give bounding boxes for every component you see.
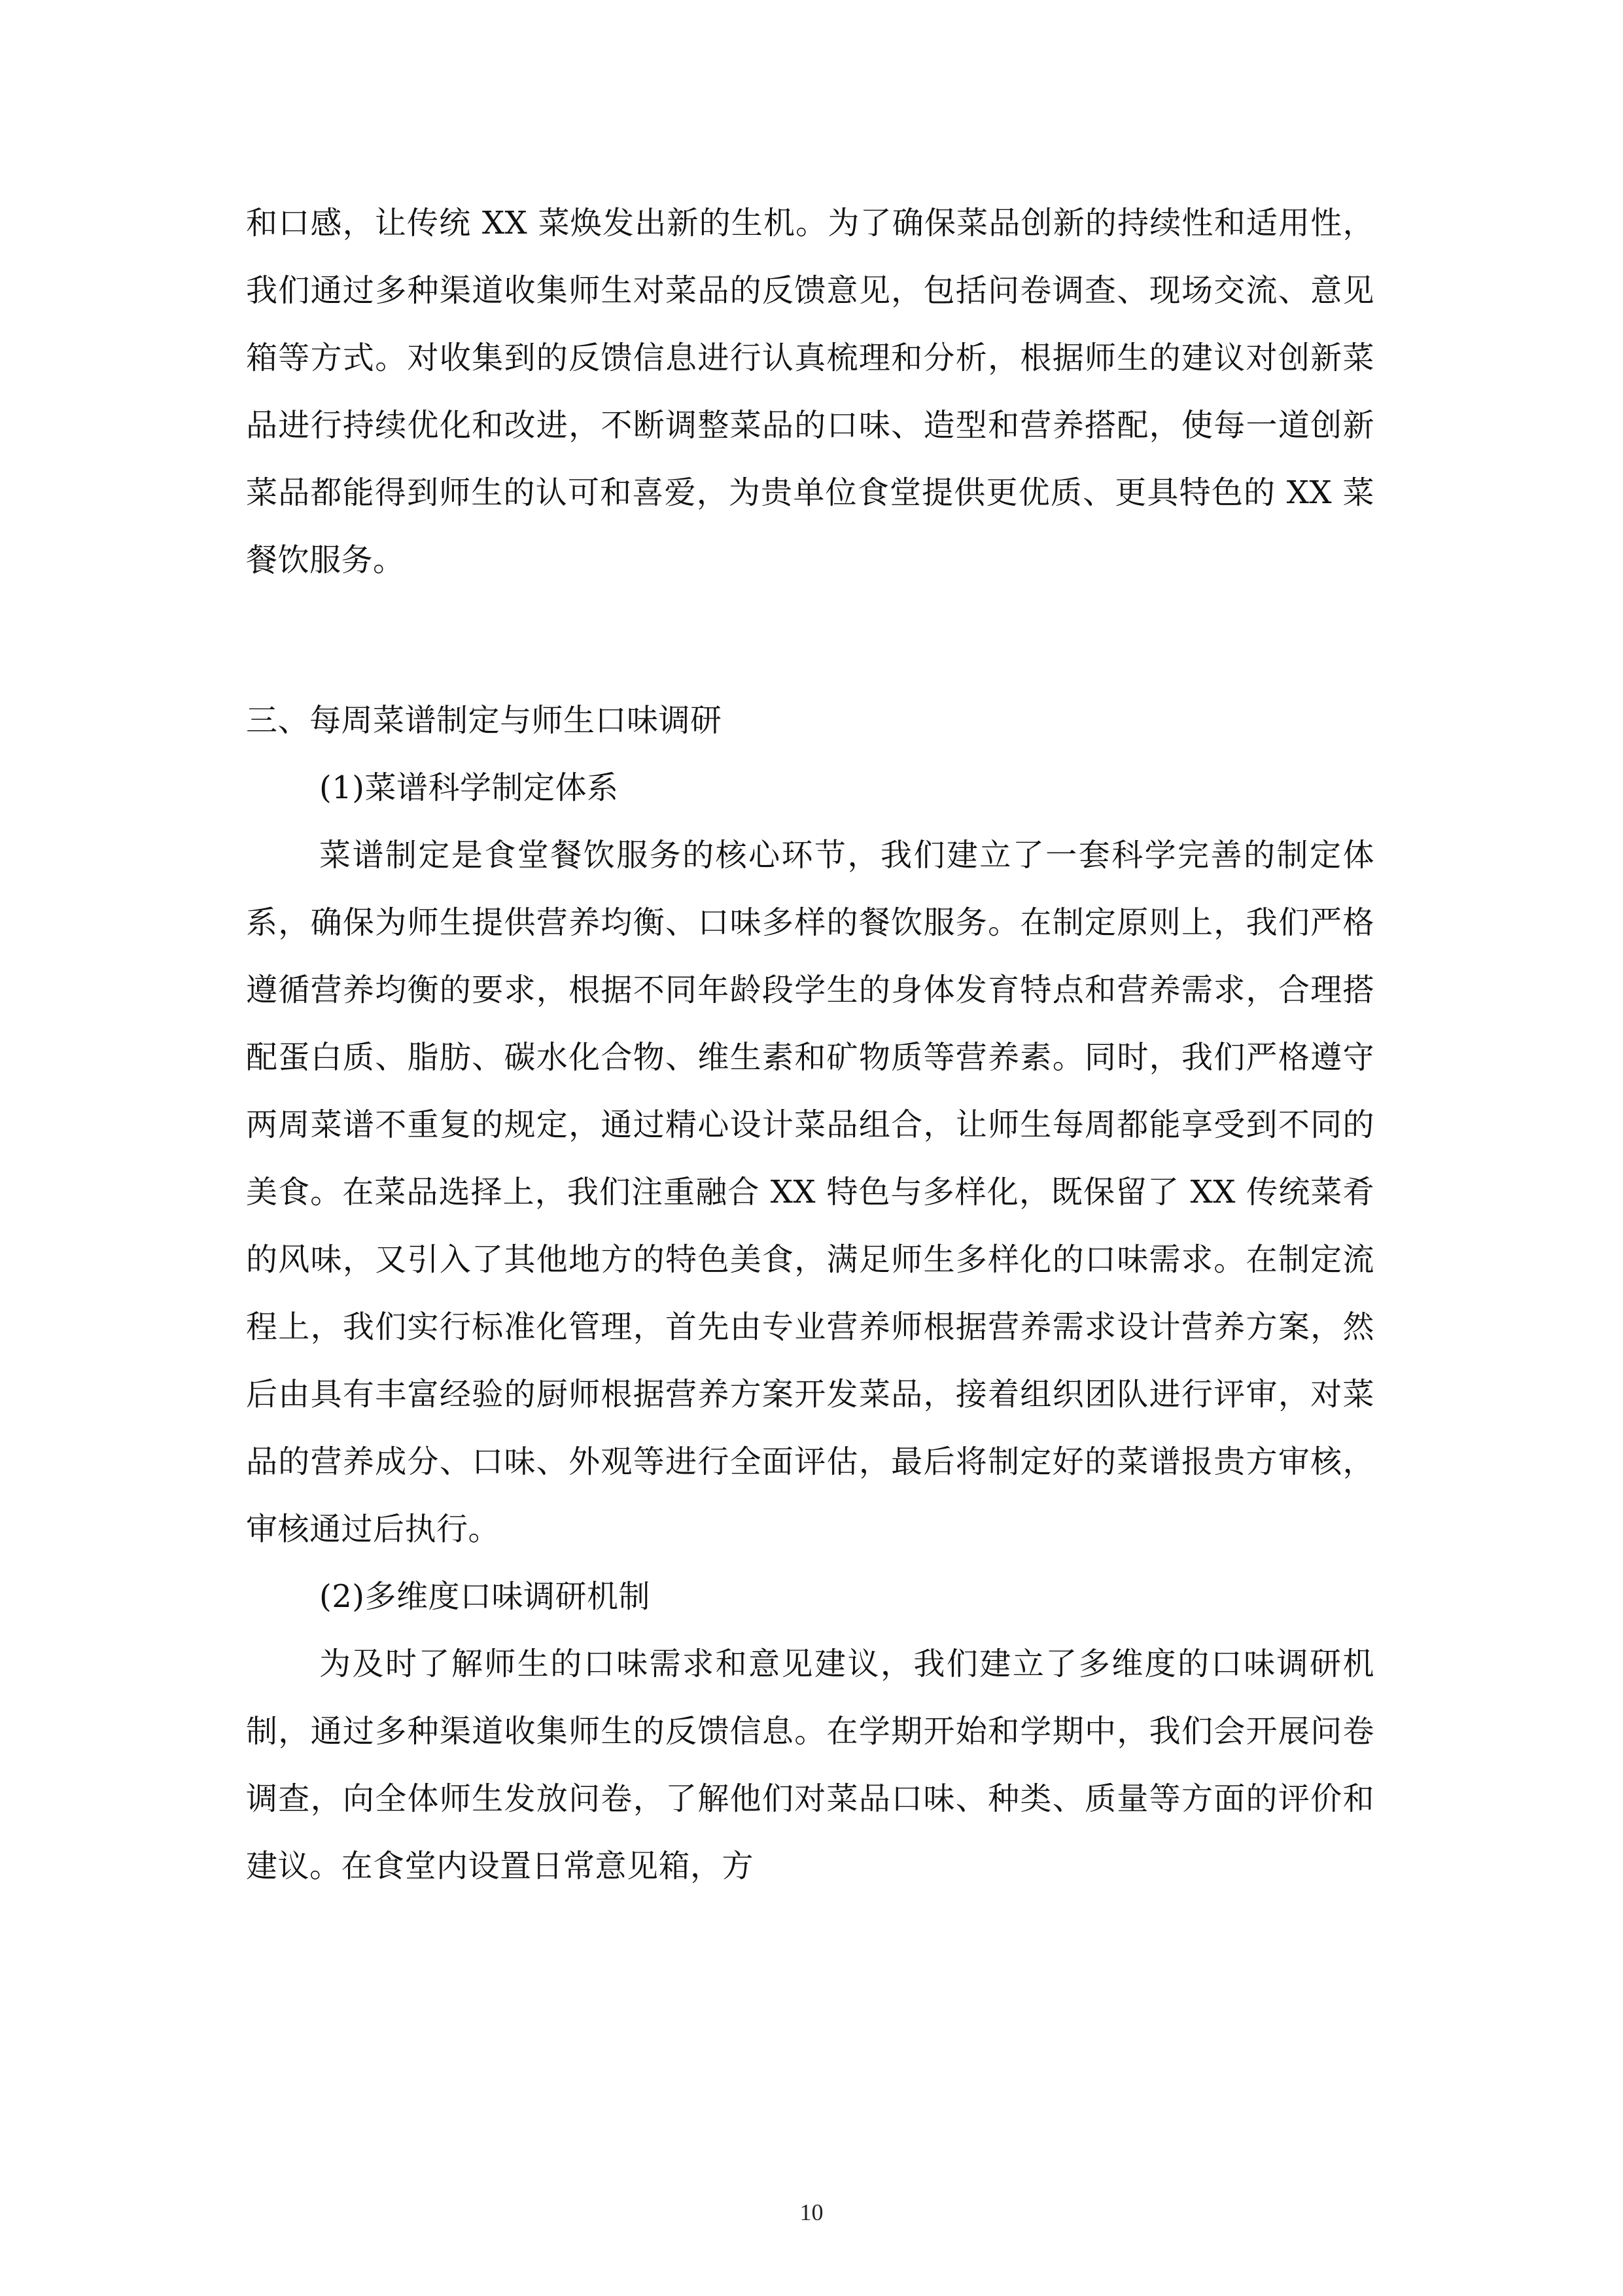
paragraph-taste-survey: 为及时了解师生的口味需求和意见建议，我们建立了多维度的口味调研机制，通过多种渠道收集师生的反馈信息。在学期开始和学期中，我们会开展问卷调查，向全体师生发放问卷，了解他们对菜品口味、种类、质量等方面的评价和建议。在食堂内设置日常意见箱，方 [246,1646,1374,1884]
body-text-lower [246,687,1374,1900]
paragraph-continuation: 和口感，让传统 XX 菜焕发出新的生机。为了确保菜品创新的持续性和适用性，我们通过多种渠道收集师生对菜品的反馈意见，包括问卷调查、现场交流、意见箱等方式。对收集到的反馈信息进行认真梳理和分析，根据师生的建议对创新菜品进行持续优化和改进，不断调整菜品的口味、造型和营养搭配，使每一道创新菜品都能得到师生的认可和喜爱，为贵单位食堂提供更优质、更具特色的 XX 菜餐饮服务。 [246,205,1374,578]
page-number: 10 [799,2199,824,2225]
body-text-upper [246,190,1374,594]
paragraph-menu-system: 菜谱制定是食堂餐饮服务的核心环节，我们建立了一套科学完善的制定体系，确保为师生提供营养均衡、口味多样的餐饮服务。在制定原则上，我们严格遵循营养均衡的要求，根据不同年龄段学生的身体发育特点和营养需求，合理搭配蛋白质、脂肪、碳水化合物、维生素和矿物质等营养素。同时，我们严格遵守两周菜谱不重复的规定，通过精心设计菜品组合，让师生每周都能享受到不同的美食。在菜品选择上，我们注重融合 XX 特色与多样化，既保留了 XX 传统菜肴的风味，又引入了其他地方的特色美食，满足师生多样化的口味需求。在制定流程上，我们实行标准化管理，首先由专业营养师根据营养需求设计营养方案，然后由具有丰富经验的厨师根据营养方案开发菜品，接着组织团队进行评审，对菜品的营养成分、口味、外观等进行全面评估，最后将制定好的菜谱报贵方审核，审核通过后执行。 [246,837,1374,1547]
sub-heading-taste-survey: (2)多维度口味调研机制 [319,1578,650,1615]
section-heading: 三、每周菜谱制定与师生口味调研 [246,702,722,739]
sub-heading-menu-system: (1)菜谱科学制定体系 [319,769,619,806]
